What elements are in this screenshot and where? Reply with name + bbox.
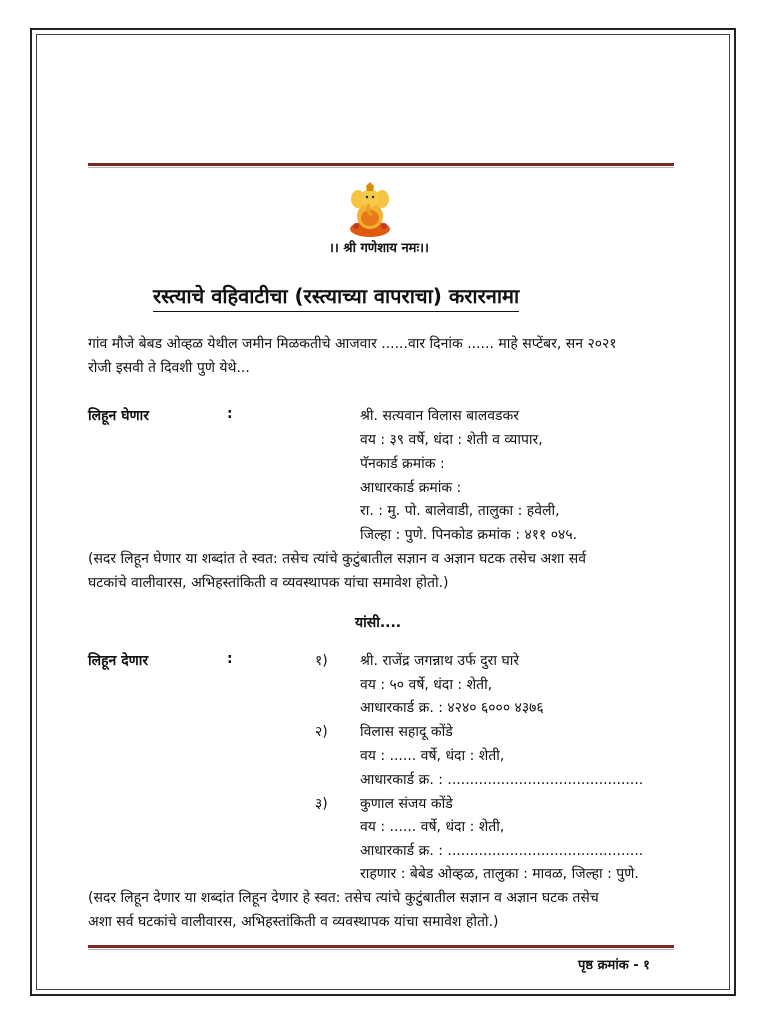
giver-1-aadhaar: आधारकार्ड क्र. : ४२४० ६००० ४३७६ [360, 700, 544, 716]
giver-3-age-occupation: वय : ...... वर्षे, धंदा : शेती, [360, 819, 505, 835]
giver-note-line-1: (सदर लिहून देणार या शब्दांत लिहून देणार हे स्वत: तसेच त्यांचे कुटुंबातील सज्ञान व अज्ञान घटक तसेच [88, 890, 599, 906]
intro-line-2: रोजी इसवी ते दिवशी पुणे येथे... [88, 360, 250, 376]
invocation: ।। श्री गणेशाय नमः।। [329, 241, 429, 256]
giver-note-line-2: अशा सर्व घटकांचे वालीवारस, अभिहस्तांकिती व व्यवस्थापक यांचा समावेश होतो.) [88, 914, 499, 930]
giver-2-aadhaar: आधारकार्ड क्र. : ............................................ [360, 772, 644, 788]
giver-2-name: विलास सहादू कोंडे [360, 724, 453, 740]
footer-rule [88, 945, 674, 948]
writer-colon: : [227, 406, 233, 422]
givers-label: लिहून देणार [88, 653, 149, 669]
writer-note-line-1: (सदर लिहून घेणार या शब्दांत ते स्वत: तसेच त्यांचे कुटुंबातील सज्ञान व अज्ञान घटक तसेच अशा सर्व [88, 551, 586, 567]
writer-note-line-2: घटकांचे वालीवारस, अभिहस्तांकिती व व्यवस्थापक यांचा समावेश होतो.) [88, 575, 449, 591]
giver-1-name: श्री. राजेंद्र जगन्नाथ उर्फ दुरा घारे [360, 653, 520, 669]
document-title: रस्त्याचे वहिवाटीचा (रस्त्याच्या वापराचा) करारनामा [153, 282, 519, 312]
writer-label: लिहून घेणार [88, 408, 149, 424]
writer-aadhaar: आधारकार्ड क्रमांक : [360, 480, 462, 496]
writer-pan: पॅनकार्ड क्रमांक : [360, 456, 445, 472]
giver-1-age-occupation: वय : ५० वर्षे, धंदा : शेती, [360, 677, 493, 693]
giver-3-number: ३) [315, 796, 328, 812]
intro-line-1: गांव मौजे बेबड ओव्हळ येथील जमीन मिळकतीचे आजवार ......वार दिनांक ...... माहे सप्टेंबर, सन २०२१ [88, 336, 617, 352]
givers-residence: राहणार : बेबेड ओव्हळ, तालुका : मावळ, जिल्हा : पुणे. [360, 866, 639, 882]
writer-residence: रा. : मु. पो. बालेवाडी, तालुका : हवेली, [360, 503, 560, 519]
header-rule [88, 163, 674, 166]
writer-name: श्री. सत्यवान विलास बालवडकर [360, 408, 520, 424]
giver-2-number: २) [315, 724, 328, 740]
giver-1-number: १) [315, 653, 328, 669]
ganesha-icon [344, 182, 396, 238]
giver-2-age-occupation: वय : ...... वर्षे, धंदा : शेती, [360, 748, 505, 764]
yansi-heading: यांसी.... [355, 615, 402, 631]
page-number: पृष्ठ क्रमांक - १ [578, 958, 650, 973]
givers-colon: : [227, 651, 233, 667]
writer-age-occupation: वय : ३९ वर्षे, धंदा : शेती व व्यापार, [360, 432, 543, 448]
writer-district: जिल्हा : पुणे. पिनकोड क्रमांक : ४११ ०४५. [360, 527, 578, 543]
giver-3-name: कुणाल संजय कोंडे [360, 796, 453, 812]
giver-3-aadhaar: आधारकार्ड क्र. : ............................................ [360, 843, 644, 859]
